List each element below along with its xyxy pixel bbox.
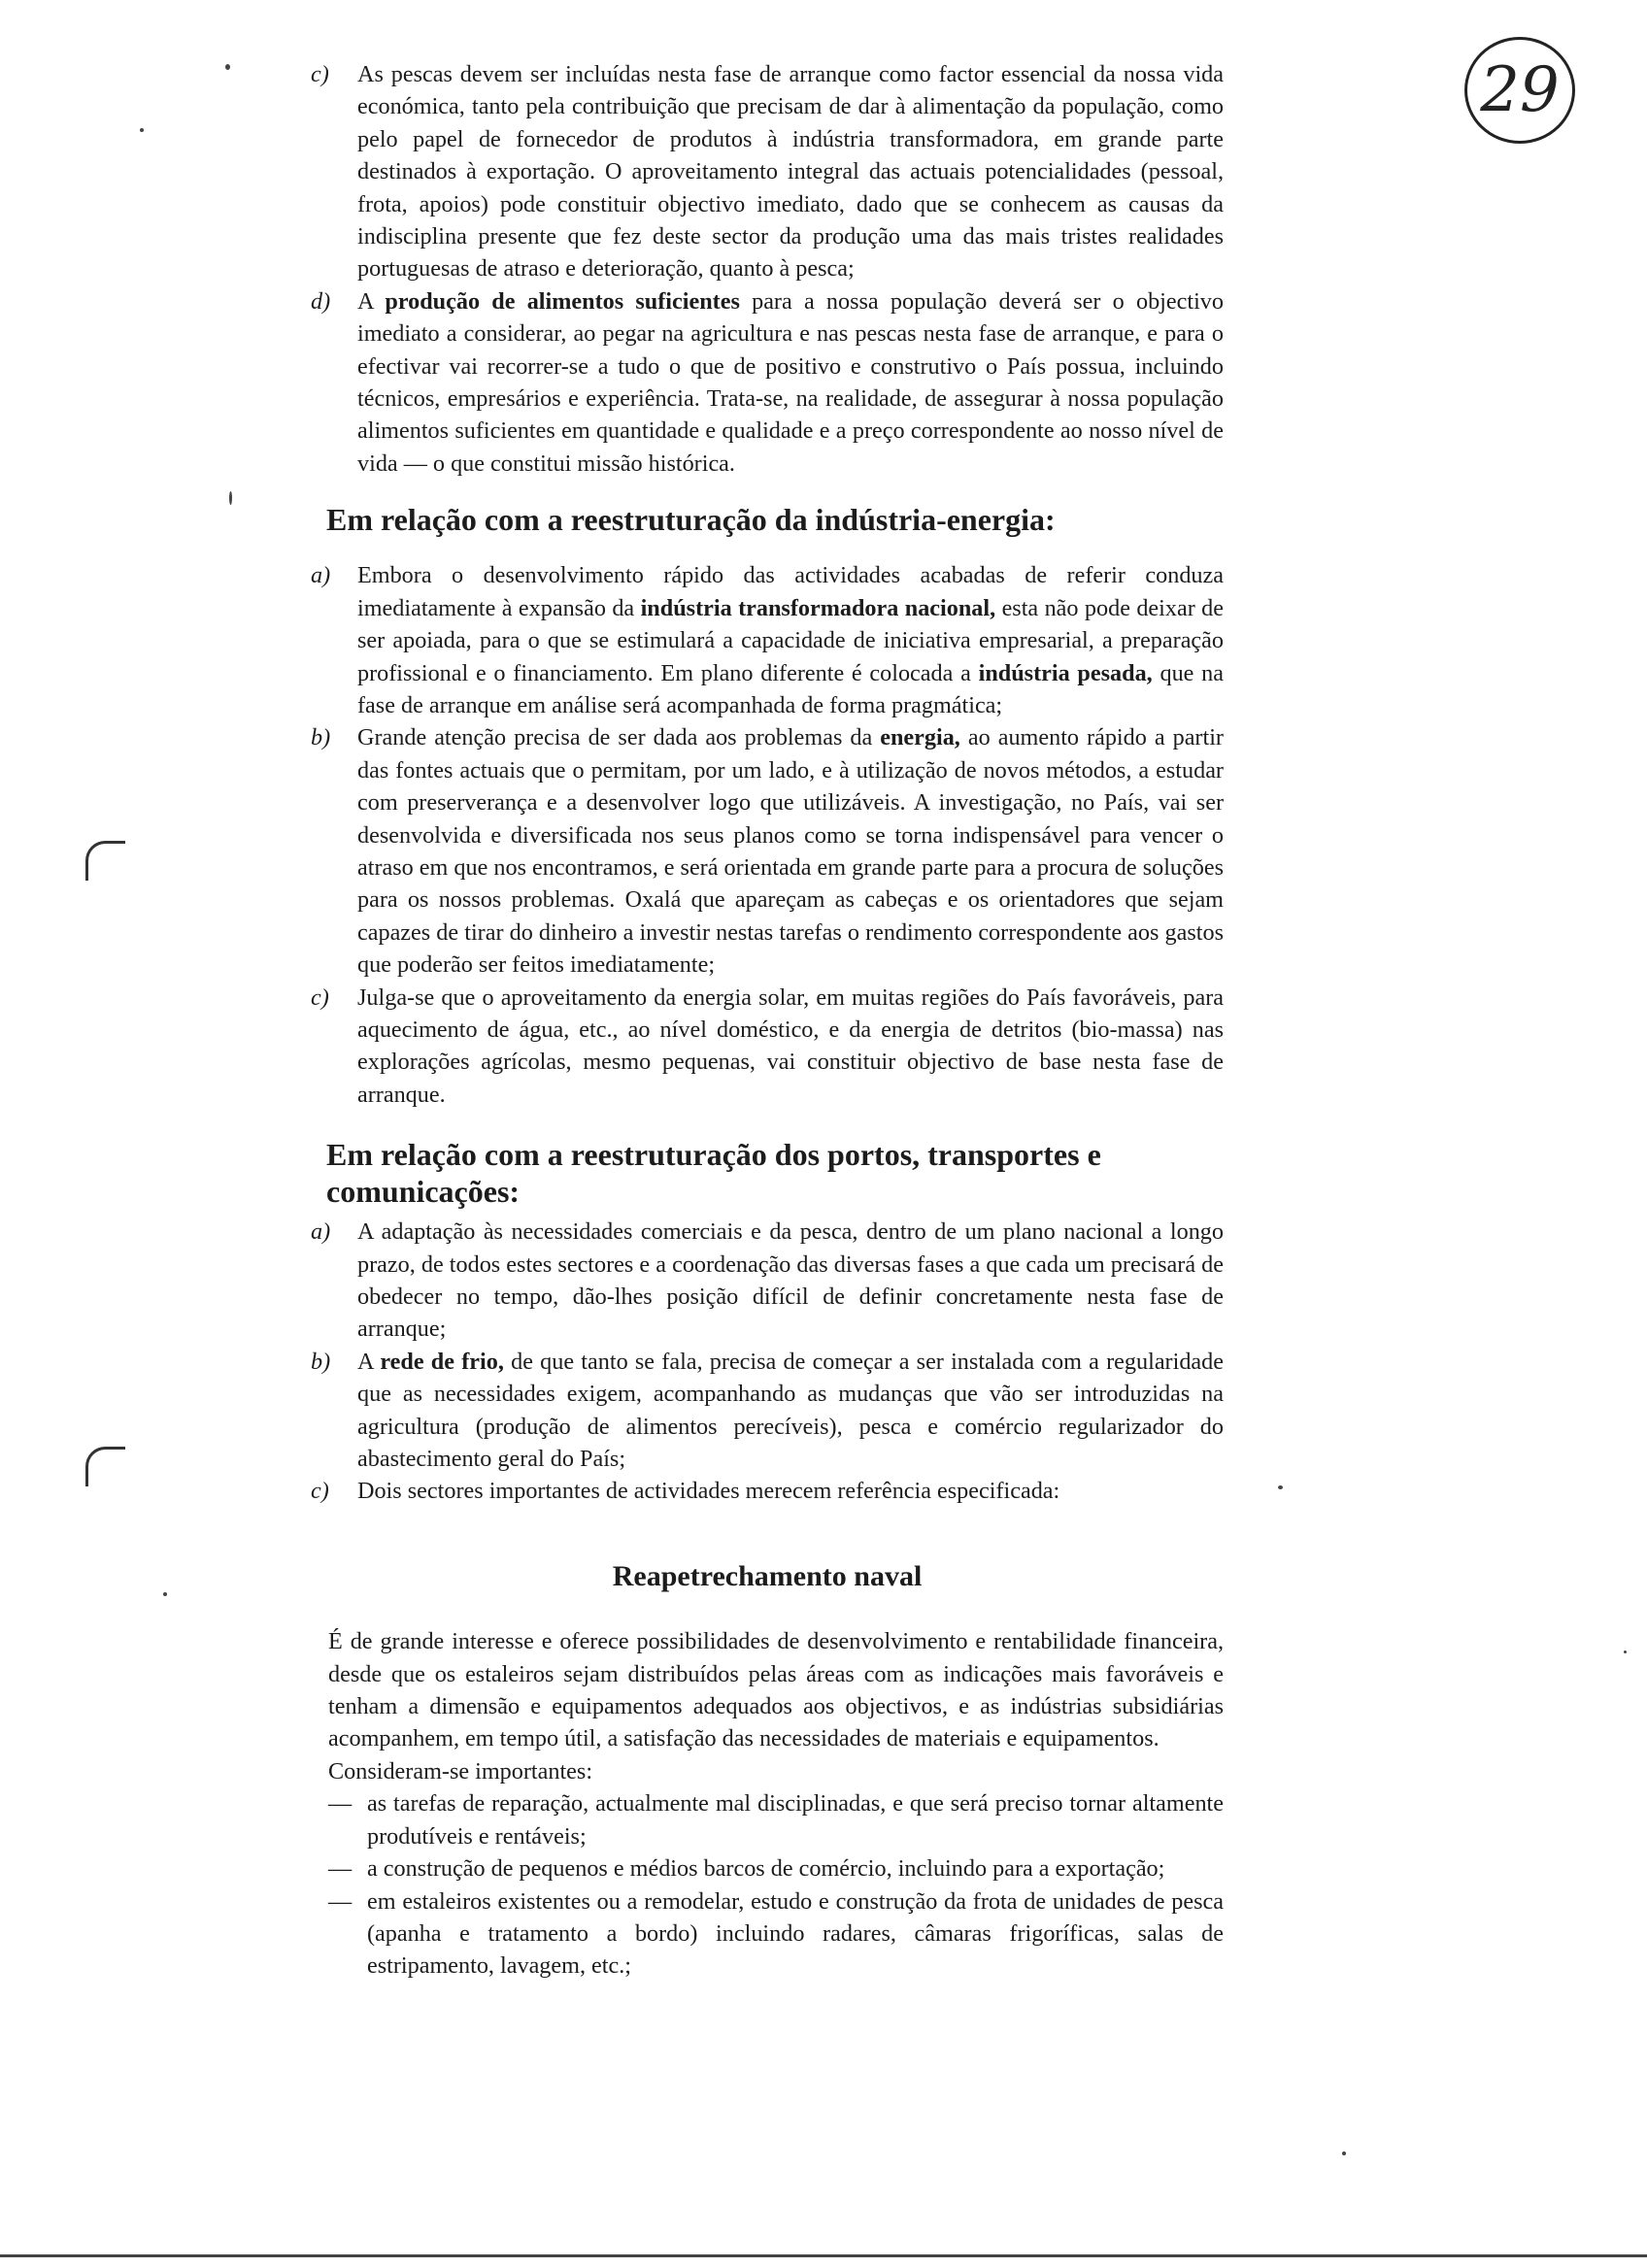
item-text: As pescas devem ser incluídas nesta fase de arranque como factor essencial da nossa vida económica, tanto pela contribuição que precisam de dar à alimentação da população, como pelo papel de fornecedor de produtos à indústria transformadora, em grande parte destinados à exportação. O aproveitamento integral das actuais potencialidades (pessoal, frota, apoios) pode constituir objectivo imediato, dado que se conhecem as causas da indisciplina presente que fez deste sector da produção uma das mais tristes realidades portuguesas de atraso e deterioração, quanto à pesca; bbox=[357, 61, 1224, 283]
dash-marker: — bbox=[328, 1790, 353, 1818]
dash-item bbox=[311, 1787, 1224, 1852]
scan-speck bbox=[1342, 2151, 1346, 2155]
scan-speck bbox=[1624, 1651, 1627, 1653]
item-marker: c) bbox=[311, 984, 329, 1011]
dash-marker: — bbox=[328, 1887, 353, 1915]
item-text: Dois sectores importantes de actividades merecem referência especificada: bbox=[357, 1478, 1060, 1505]
scan-mark bbox=[85, 1447, 125, 1486]
dash-text: em estaleiros existentes ou a remodelar, estudo e construção da frota de unidades de pesca (apanha e tratamento a bordo) incluindo radares, câmaras frigoríficas, salas de estripamento, lavagem, etc.; bbox=[367, 1887, 1224, 1980]
item-marker: c) bbox=[311, 1478, 329, 1505]
lead-line: Consideram-se importantes: bbox=[328, 1757, 593, 1784]
item-text: Grande atenção precisa de ser dada aos problemas da bbox=[357, 724, 881, 751]
list-item bbox=[311, 285, 1224, 480]
item-marker: b) bbox=[311, 724, 331, 751]
dash-text: as tarefas de reparação, actualmente mal disciplinadas, e que será preciso tornar altamente produtíveis e rentáveis; bbox=[367, 1790, 1224, 1850]
item-text: A bbox=[357, 287, 386, 315]
scan-speck bbox=[1278, 1485, 1283, 1489]
list-item bbox=[311, 1475, 1224, 1507]
item-text: A adaptação às necessidades comerciais e da pesca, dentro de um plano nacional a longo prazo, de todos estes sectores e a coordenação das diversas fases a que cada um precisará de obedecer no tempo, dão-lhes posição difícil de definir concretamente nesta fase de arranque; bbox=[357, 1218, 1224, 1343]
scan-speck bbox=[229, 491, 232, 505]
item-emphasis: rede de frio, bbox=[380, 1348, 504, 1375]
list-item bbox=[311, 1216, 1224, 1346]
item-text: de que tanto se fala, precisa de começar a ser instalada com a regularidade que as necessidades exigem, acompanhando as mudanças que vão ser introduzidas na agricultura (produção de alimentos perecíveis), pesca e comércio regularizador do abastecimento geral do País; bbox=[357, 1348, 1224, 1473]
dash-item bbox=[311, 1885, 1224, 1983]
scan-mark bbox=[85, 841, 125, 881]
item-emphasis: indústria pesada, bbox=[978, 659, 1153, 686]
document-body bbox=[311, 58, 1224, 1983]
item-text: que na fase de arranque em análise será acompanhada de forma pragmática; bbox=[357, 659, 1224, 718]
list-item bbox=[311, 721, 1224, 981]
scan-speck bbox=[225, 64, 230, 70]
item-text: A bbox=[357, 1348, 381, 1375]
item-text: Julga-se que o aproveitamento da energia solar, em muitas regiões do País favoráveis, para aquecimento de água, etc., ao nível doméstico, e da energia de detritos (bio-massa) nas explorações agrícolas, mesmo pequenas, vai constituir objectivo de base nesta fase de arranque. bbox=[357, 984, 1224, 1108]
scan-speck bbox=[140, 128, 144, 132]
subsection-heading-naval: Reapetrechamento naval bbox=[612, 1559, 923, 1592]
item-marker: a) bbox=[311, 562, 331, 589]
list-item bbox=[311, 1346, 1224, 1476]
list-item bbox=[311, 58, 1224, 285]
dash-marker: — bbox=[328, 1855, 353, 1883]
item-marker: c) bbox=[311, 61, 329, 87]
item-emphasis: indústria transformadora nacional, bbox=[640, 594, 996, 621]
section-heading-ports: Em relação com a reestruturação dos portos, transportes e comunicações: bbox=[326, 1137, 1101, 1210]
item-text: para a nossa população deverá ser o objectivo imediato a considerar, ao pegar na agricultura e nas pescas nesta fase de arranque, e para o efectivar vai recorrer-se a tudo o que de positivo e construtivo o País possua, incluindo técnicos, empresários e experiência. Trata-se, na realidade, de assegurar à nossa população alimentos suficientes em quantidade e qualidade e a preço correspondente ao nosso nível de vida — o que constitui missão histórica. bbox=[357, 287, 1224, 477]
item-emphasis: produção de alimentos suficientes bbox=[385, 287, 740, 315]
item-marker: d) bbox=[311, 287, 331, 315]
item-text: esta não pode deixar de ser apoiada, para o que se estimulará a capacidade de iniciativa empresarial, a preparação profissional e o financiamento. Em plano diferente é colocada a bbox=[357, 594, 1225, 686]
scan-speck bbox=[163, 1592, 167, 1596]
list-item bbox=[311, 982, 1224, 1112]
item-marker: b) bbox=[311, 1348, 331, 1375]
dash-item bbox=[311, 1852, 1224, 1884]
page-number-circle: 29 bbox=[1464, 37, 1575, 144]
item-emphasis: energia, bbox=[880, 724, 960, 751]
section-heading-industry: Em relação com a reestruturação da indústria-energia: bbox=[326, 502, 1056, 538]
body-paragraph: É de grande interesse e oferece possibilidades de desenvolvimento e rentabilidade financeira, desde que os estaleiros sejam distribuídos pelas áreas com as indicações mais favoráveis e tenham a dimensão e equipamentos adequados aos objectivos, e as indústrias subsidiárias acompanhem, em tempo útil, a satisfação das necessidades de materiais e equipamentos. bbox=[328, 1628, 1224, 1752]
list-item bbox=[311, 559, 1224, 721]
item-text: Embora o desenvolvimento rápido das actividades acabadas de referir conduza imediatamente à expansão da bbox=[357, 562, 1224, 621]
item-text: ao aumento rápido a partir das fontes actuais que o permitam, por um lado, e à utilização de novos métodos, a estudar com preserverança e a desenvolver logo que utilizáveis. A investigação, no País, vai ser desenvolvida e diversificada nos seus planos como se torna indispensável para vencer o atraso em que nos encontramos, e será orientada em grande parte para a procura de soluções para os nossos problemas. Oxalá que apareçam as cabeças e os orientadores que sejam capazes de tirar do dinheiro a investir nestas tarefas o rendimento correspondente aos gastos que poderão ser feitos imediatamente; bbox=[357, 724, 1224, 979]
dash-text: a construção de pequenos e médios barcos de comércio, incluindo para a exportação; bbox=[367, 1855, 1165, 1883]
bottom-rule bbox=[0, 2254, 1647, 2257]
item-marker: a) bbox=[311, 1218, 331, 1246]
